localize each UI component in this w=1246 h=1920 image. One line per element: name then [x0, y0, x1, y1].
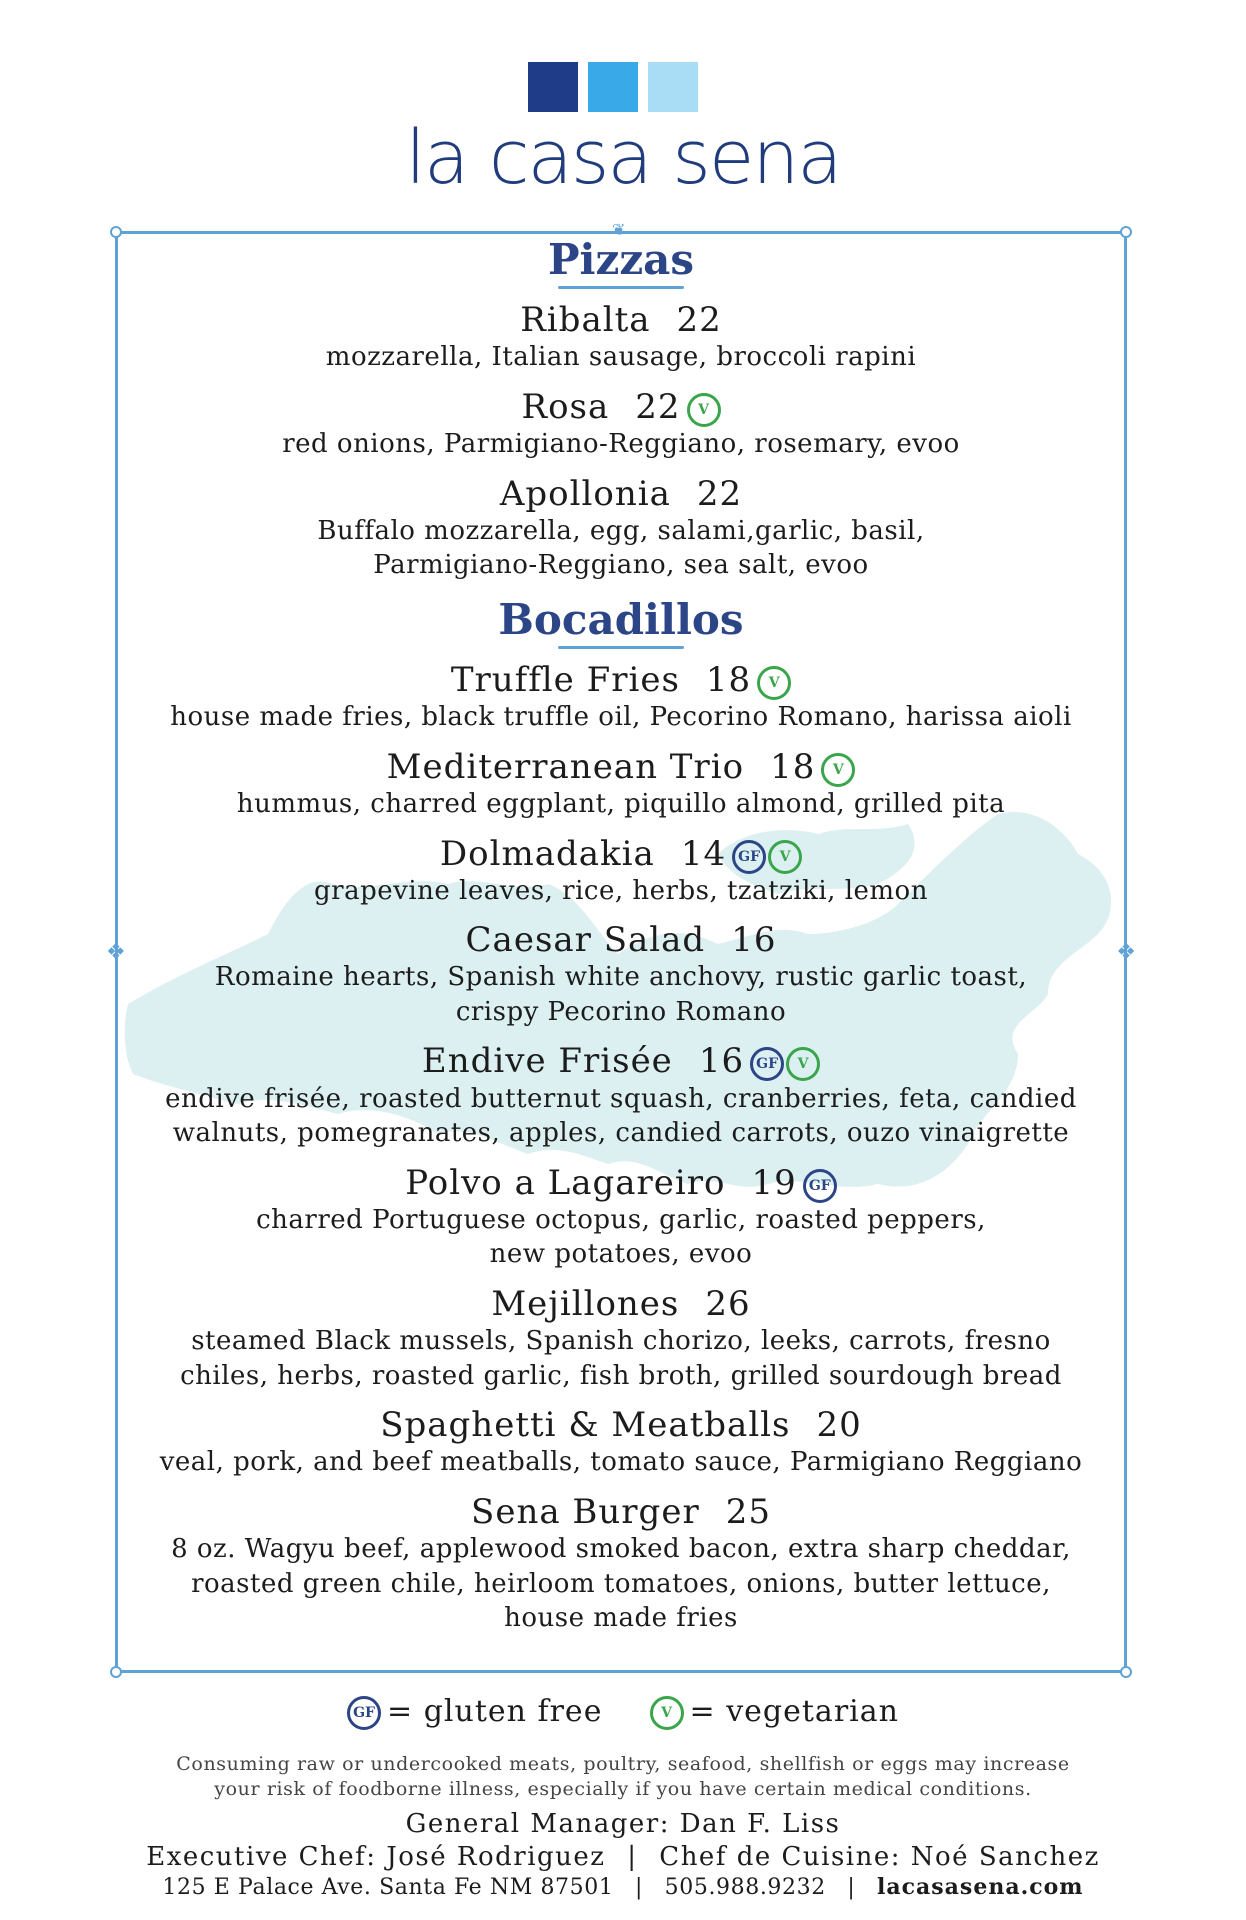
menu-item [115, 1493, 1127, 1636]
menu-item-price: 14 [680, 833, 727, 874]
section-title: Bocadillos [498, 594, 744, 644]
menu-item-header [115, 921, 1127, 960]
website-link[interactable]: lacasasena.com [877, 1874, 1084, 1900]
menu-item-description: new potatoes, evoo [489, 1239, 753, 1270]
menu-item [115, 1285, 1127, 1393]
dietary-legend [0, 1694, 1246, 1730]
vegetarian-badge-icon: V [687, 393, 721, 427]
contact-line [0, 1874, 1246, 1900]
divider: | [847, 1875, 856, 1900]
logo-square-dark [528, 62, 578, 112]
menu-item-name: Caesar Salad [465, 920, 706, 961]
menu-item-description: house made fries [504, 1603, 738, 1634]
gluten-free-label: = gluten free [387, 1694, 603, 1729]
menu-item-description: Romaine hearts, Spanish white anchovy, rustic garlic toast, [214, 962, 1028, 993]
gluten-free-badge-icon: GF [347, 1696, 381, 1730]
vegetarian-badge-icon: V [821, 753, 855, 787]
menu-item-description: crispy Pecorino Romano [455, 996, 787, 1027]
menu-item-header [115, 1042, 1127, 1081]
menu-item-price: 16 [731, 920, 777, 961]
menu-item-description: endive frisée, roasted butternut squash, cranberries, feta, candied [165, 1083, 1077, 1114]
menu-item-name: Rosa [521, 386, 610, 427]
logo-square-light [648, 62, 698, 112]
menu-item-price: 19 [751, 1162, 797, 1203]
menu-item-description: red onions, Parmigiano-Reggiano, rosemary, evoo [282, 429, 960, 460]
menu-item-description: walnuts, pomegranates, apples, candied carrots, ouzo vinaigrette [172, 1118, 1070, 1149]
menu-item-price: 16 [698, 1041, 745, 1082]
vegetarian-label: = vegetarian [689, 1694, 899, 1729]
menu-item [115, 661, 1127, 735]
menu-item-description: hummus, charred eggplant, piquillo almond, grilled pita [236, 788, 1006, 819]
menu-item-price: 18 [770, 746, 816, 787]
menu-item-name: Truffle Fries [450, 660, 680, 701]
menu-item-header [115, 1285, 1127, 1324]
menu-item-price: 25 [725, 1491, 771, 1532]
menu-item [115, 1406, 1127, 1480]
logo-square-mid [588, 62, 638, 112]
gluten-free-badge-icon: GF [803, 1169, 837, 1203]
menu-item-header [115, 1493, 1127, 1532]
vegetarian-badge-icon: V [768, 840, 802, 874]
menu-item-description: veal, pork, and beef meatballs, tomato sauce, Parmigiano Reggiano [159, 1447, 1083, 1478]
menu-item [115, 921, 1127, 1029]
menu-item [115, 835, 1127, 909]
frame-top-ornament: ❦ [612, 220, 626, 239]
menu-item [115, 301, 1127, 375]
menu-item-name: Polvo a Lagareiro [405, 1162, 726, 1203]
disclaimer-line: your risk of foodborne illness, especially if you have certain medical conditions. [214, 1777, 1032, 1800]
vegetarian-badge-icon: V [757, 666, 791, 700]
disclaimer-line: Consuming raw or undercooked meats, poultry, seafood, shellfish or eggs may increase [176, 1753, 1070, 1775]
frame-corner-ornament [1120, 1666, 1132, 1678]
menu-item-name: Mediterranean Trio [386, 746, 745, 787]
menu-item-description: mozzarella, Italian sausage, broccoli rapini [325, 342, 917, 373]
menu-item-price: 22 [676, 300, 722, 341]
menu-item-description: 8 oz. Wagyu beef, applewood smoked bacon, extra sharp cheddar, [171, 1533, 1071, 1564]
section-underline [558, 646, 684, 649]
frame-side-ornament: ❖ [106, 940, 126, 965]
menu-item-header [115, 1164, 1127, 1203]
menu-item-name: Dolmadakia [439, 833, 655, 874]
vegetarian-badge-icon: V [786, 1047, 820, 1081]
menu-item-header [115, 475, 1127, 514]
menu-item-header [115, 661, 1127, 700]
frame-corner-ornament [110, 1666, 122, 1678]
menu-item-description: grapevine leaves, rice, herbs, tzatziki, lemon [314, 875, 928, 906]
menu-item [115, 748, 1127, 822]
menu-item-header [115, 835, 1127, 874]
menu-item [115, 388, 1127, 462]
general-manager: General Manager: Dan F. Liss [405, 1809, 841, 1839]
menu-item-header [115, 388, 1127, 427]
menu-item [115, 1164, 1127, 1272]
menu-item-name: Sena Burger [471, 1491, 700, 1532]
health-disclaimer [0, 1752, 1246, 1801]
menu-item-description: Buffalo mozzarella, egg, salami,garlic, basil, [317, 515, 925, 546]
menu-item-description: roasted green chile, heirloom tomatoes, onions, butter lettuce, [191, 1568, 1051, 1599]
menu-item-description: charred Portuguese octopus, garlic, roasted peppers, [256, 1204, 986, 1235]
menu-item-name: Spaghetti & Meatballs [380, 1405, 791, 1446]
chef-de-cuisine: Chef de Cuisine: Noé Sanchez [659, 1841, 1100, 1872]
address: 125 E Palace Ave. Santa Fe NM 87501 [162, 1875, 614, 1900]
executive-chef: Executive Chef: José Rodriguez [146, 1841, 606, 1872]
brand-name: la casa sena [405, 115, 841, 201]
menu-item [115, 1042, 1127, 1150]
menu-item-price: 18 [705, 660, 752, 701]
frame-side-ornament: ❖ [1116, 940, 1136, 965]
vegetarian-badge-icon: V [650, 1696, 684, 1730]
menu-item-description: Parmigiano-Reggiano, sea salt, evoo [373, 550, 869, 581]
chefs-line [0, 1841, 1246, 1874]
phone-number: 505.988.9232 [664, 1875, 826, 1900]
menu-item [115, 475, 1127, 583]
menu-item-description: house made fries, black truffle oil, Pecorino Romano, harissa aioli [170, 702, 1072, 733]
menu-item-header [115, 1406, 1127, 1445]
menu-item-description: steamed Black mussels, Spanish chorizo, leeks, carrots, fresno [191, 1326, 1051, 1357]
menu-item-price: 20 [816, 1405, 862, 1446]
menu-item-name: Endive Frisée [421, 1041, 673, 1082]
menu-item-description: chiles, herbs, roasted garlic, fish broth, grilled sourdough bread [180, 1360, 1062, 1391]
menu-item-header [115, 748, 1127, 787]
gluten-free-badge-icon: GF [732, 840, 766, 874]
menu-item-header [115, 301, 1127, 340]
divider: | [635, 1875, 644, 1900]
menu-item-name: Mejillones [491, 1283, 680, 1324]
menu-item-price: 22 [696, 473, 743, 514]
menu-item-name: Ribalta [520, 300, 651, 341]
divider: | [627, 1841, 638, 1872]
logo-mark [0, 62, 1236, 112]
section-underline [558, 286, 684, 289]
section-title: Pizzas [547, 235, 695, 284]
menu-item-price: 22 [635, 386, 681, 427]
menu-item-name: Apollonia [499, 473, 671, 514]
menu-item-price: 26 [705, 1283, 751, 1324]
menu-content [115, 236, 1127, 1649]
staff-credits [0, 1808, 1246, 1873]
gluten-free-badge-icon: GF [750, 1047, 784, 1081]
